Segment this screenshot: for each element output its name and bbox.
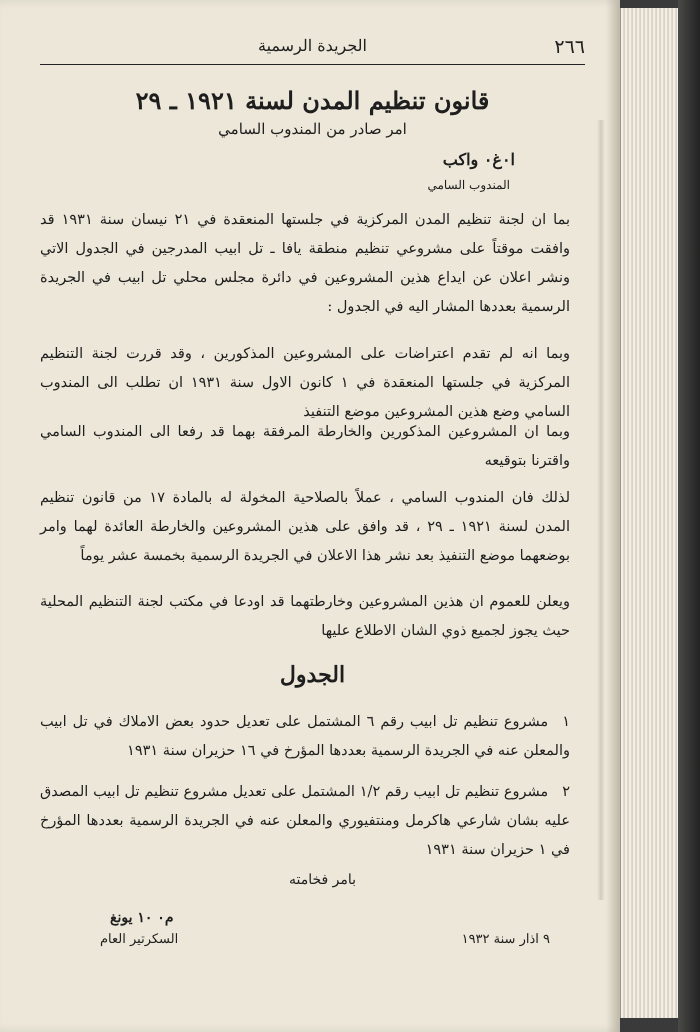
running-head xyxy=(40,34,585,65)
high-commissioner-signature: ا٠غ٠ واكب xyxy=(442,150,515,169)
law-title: قانون تنظيم المدن لسنة ١٩٢١ ـ ٢٩ xyxy=(135,86,490,115)
high-commissioner-title: المندوب السامي xyxy=(427,178,510,192)
issue-date: ٩ اذار سنة ١٩٣٢ xyxy=(461,932,550,947)
book-edge-shadow xyxy=(678,0,700,1032)
paragraph-approval: لذلك فان المندوب السامي ، عملاً بالصلاحية المخولة له بالمادة ١٧ من قانون تنظيم المدن لسنة ١٩٢١ ـ ٢٩ ، قد وافق على هذين المشروعين والخارطة العائدة لهما وامر بوضعهما موضع التنفيذ بعد نشر هذا الاعلان في الجريدة الرسمية بخمسة عشر يوماً xyxy=(40,490,571,564)
page-crease xyxy=(597,120,605,900)
schedule-item-text: مشروع تنظيم تل ابيب رقم ٦ المشتمل على تعديل حدود بعض الاملاك في تل ابيب والمعلن عنه في الجريدة الرسمية بعددها المؤرخ في ١٦ حزيران سنة ١٩٣١ xyxy=(40,714,570,759)
closing-phrase: بامر فخامته xyxy=(288,872,357,888)
book-fore-edge xyxy=(620,8,679,1018)
gutter-shadow xyxy=(606,0,620,1032)
schedule-heading: الجدول xyxy=(279,662,346,688)
paragraph-submission: وبما ان المشروعين المذكورين والخارطة المرفقة بهما قد رفعا الى المندوب السامي واقترنا بتوقيعه xyxy=(40,424,570,469)
schedule-item-text: مشروع تنظيم تل ابيب رقم ١/٢ المشتمل على تعديل مشروع تنظيم تل ابيب المصدق عليه بشان شارعي هاكرمل ومنتفيوري والمعلن عنه في الجريدة الرسمية بعددها المؤرخ في ١ حزيران سنة ١٩٣١ xyxy=(40,784,570,858)
schedule-item-number: ١ xyxy=(562,714,570,730)
secretary-title: السكرتير العام xyxy=(100,932,179,947)
paragraph-objections: وبما انه لم تقدم اعتراضات على المشروعين المذكورين ، وقد قررت لجنة التنظيم المركزية في جلستها المنعقدة في ١ كانون الاول سنة ١٩٣١ ان تطلب الى المندوب السامي وضع هذين المشروعين موضع التنفيذ xyxy=(40,346,570,420)
law-subtitle: امر صادر من المندوب السامي xyxy=(218,120,407,138)
paragraph-preamble: بما ان لجنة تنظيم المدن المركزية في جلستها المنعقدة في ٢١ نيسان سنة ١٩٣١ قد وافقت موقتاً على مشروعي تنظيم منطقة يافا ـ تل ابيب المدرجين في الجدول الاتي ونشر اعلان عن ايداع هذين المشروعين في دائرة مجلس محلي تل ابيب في الجريدة الرسمية بعددها المشار اليه في الجدول : xyxy=(40,212,570,315)
schedule-item xyxy=(40,708,570,766)
schedule-item xyxy=(40,778,570,865)
page-number: ٢٦٦ xyxy=(554,36,585,58)
secretary-signature: م٠ ١٠ يونغ xyxy=(110,910,174,926)
schedule-item-number: ٢ xyxy=(562,784,570,800)
paragraph-notice: ويعلن للعموم ان هذين المشروعين وخارطتهما قد اودعا في مكتب لجنة التنظيم المحلية حيث يجوز لجميع ذوي الشان الاطلاع عليها xyxy=(40,594,570,639)
journal-name: الجريدة الرسمية xyxy=(257,36,367,55)
